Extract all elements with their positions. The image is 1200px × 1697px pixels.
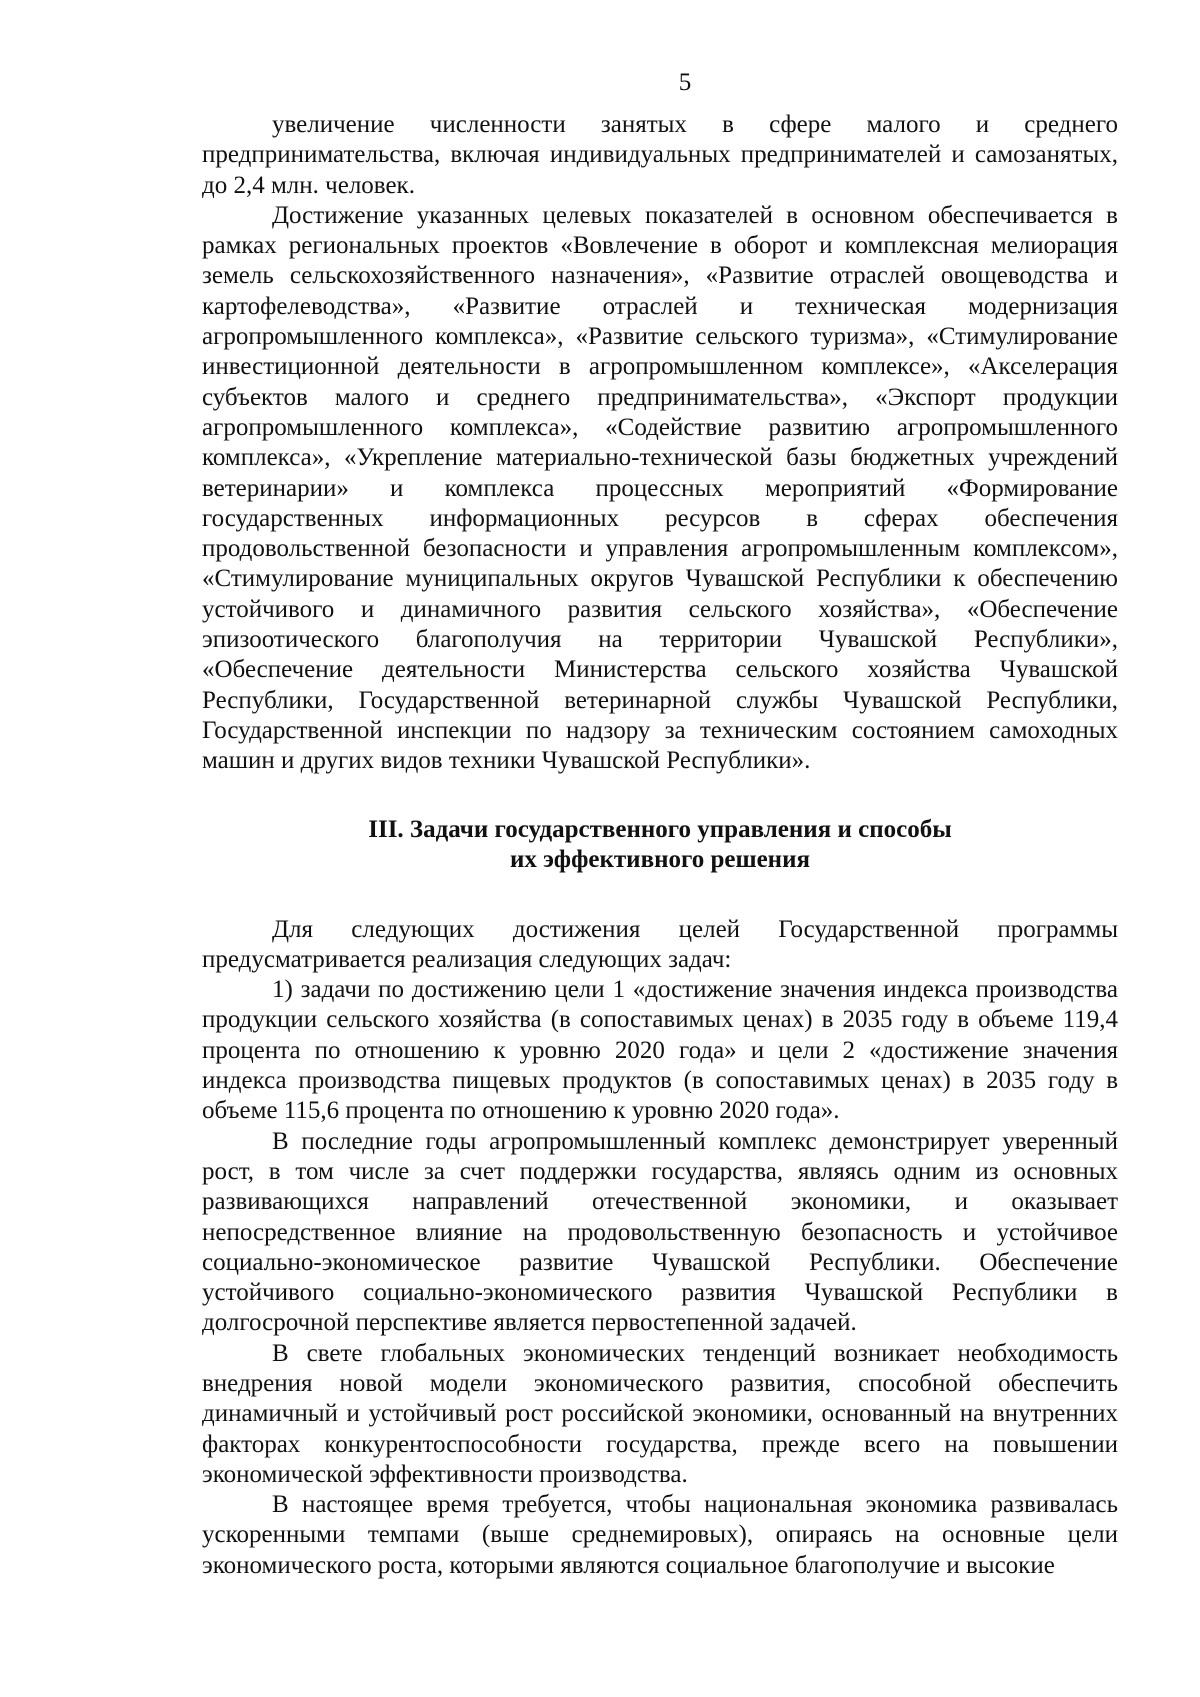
body-paragraph: В свете глобальных экономических тенденций возникает необходимость внедрения новой модели экономического развития, способной обеспечить динамичный и устойчивый рост российской экономики, основанный на внутренних факторах конкурентоспособности государства, прежде всего на повышении экономической эффективности производства.: [202, 1339, 1118, 1488]
page-number: 5: [678, 69, 692, 96]
section-heading-line: их эффективного решения: [509, 845, 810, 873]
section-heading-line: III. Задачи государственного управления и способы: [368, 815, 952, 843]
body-paragraph: Для следующих достижения целей Государственной программы предусматривается реализация следующих задач:: [202, 915, 1118, 973]
section-heading: [202, 815, 1118, 875]
body-paragraph: Достижение указанных целевых показателей в основном обеспечивается в рамках региональных проектов «Вовлечение в оборот и комплексная мелиорация земель сельскохозяйственного назначения», «Развитие отраслей овощеводства и картофелеводства», «Развитие отраслей и техническая модернизация агропромышленного комплекса», «Развитие сельского туризма», «Стимулирование инвестиционной деятельности в агропромышленном комплексе», «Акселерация субъектов малого и среднего предпринимательства», «Экспорт продукции агропромышленного комплекса», «Содействие развитию агропромышленного комплекса», «Укрепление материально-технической базы бюджетных учреждений ветеринарии» и комплекса процессных мероприятий «Формирование государственных информационных ресурсов в сферах обеспечения продовольственной безопасности и управления агропромышленным комплексом», «Стимулирование муниципальных округов Чувашской Республики к обеспечению устойчивого и динамичного развития сельского хозяйства», «Обеспечение эпизоотического благополучия на территории Чувашской Республики», «Обеспечение деятельности Министерства сельского хозяйства Чувашской Республики, Государственной ветеринарной службы Чувашской Республики, Государственной инспекции по надзору за техническим состоянием самоходных машин и других видов техники Чувашской Республики».: [202, 201, 1118, 775]
body-paragraph: В настоящее время требуется, чтобы национальная экономика развивалась ускоренными темпами (выше среднемировых), опираясь на основные цели экономического роста, которыми являются социальное благополучие и высокие: [202, 1491, 1118, 1579]
body-paragraph: 1) задачи по достижению цели 1 «достижение значения индекса производства продукции сельского хозяйства (в сопоставимых ценах) в 2035 году в объеме 119,4 процента по отношению к уровню 2020 года» и цели 2 «достижение значения индекса производства пищевых продуктов (в сопоставимых ценах) в 2035 году в объеме 115,6 процента по отношению к уровню 2020 года».: [202, 976, 1118, 1125]
body-paragraph: увеличение численности занятых в сфере малого и среднего предпринимательства, включая индивидуальных предпринимателей и самозанятых, до 2,4 млн. человек.: [202, 111, 1118, 199]
body-paragraph: В последние годы агропромышленный комплекс демонстрирует уверенный рост, в том числе за счет поддержки государства, являясь одним из основных развивающихся направлений отечественной экономики, и оказывает непосредственное влияние на продовольственную безопасность и устойчивое социально-экономическое развитие Чувашской Республики. Обеспечение устойчивого социально-экономического развития Чувашской Республики в долгосрочной перспективе является первостепенной задачей.: [202, 1127, 1118, 1337]
